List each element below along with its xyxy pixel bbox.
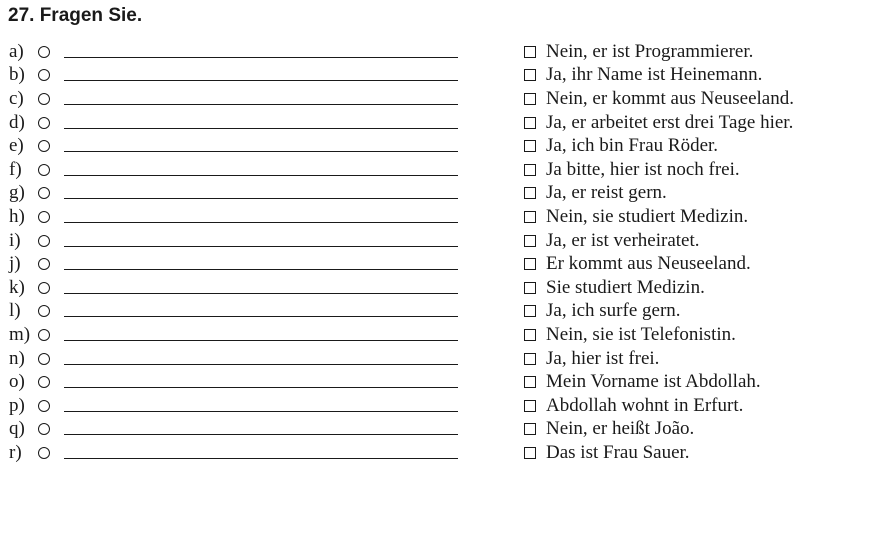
- answer-option: [524, 158, 892, 182]
- checkbox-icon[interactable]: [524, 164, 536, 176]
- row-label: c): [9, 87, 24, 109]
- answer-text: Ja bitte, hier ist noch frei.: [546, 158, 740, 180]
- answer-text: Nein, er ist Programmierer.: [546, 40, 754, 62]
- question-row-p: [9, 394, 469, 418]
- answer-option: [524, 182, 892, 206]
- row-label: b): [9, 64, 25, 86]
- row-label: q): [9, 418, 25, 440]
- circle-marker-icon[interactable]: [38, 400, 50, 412]
- answer-line[interactable]: [64, 400, 458, 412]
- answer-option: [524, 205, 892, 229]
- answer-option: [524, 134, 892, 158]
- row-label: a): [9, 40, 24, 62]
- circle-marker-icon[interactable]: [38, 69, 50, 81]
- row-label: g): [9, 182, 25, 204]
- answer-option: [524, 300, 892, 324]
- answer-option: [524, 347, 892, 371]
- checkbox-icon[interactable]: [524, 447, 536, 459]
- answer-option: [524, 441, 892, 465]
- question-row-d: [9, 111, 469, 135]
- answer-text: Abdollah wohnt in Erfurt.: [546, 394, 744, 416]
- row-label: f): [9, 158, 22, 180]
- circle-marker-icon[interactable]: [38, 305, 50, 317]
- checkbox-icon[interactable]: [524, 305, 536, 317]
- answer-options-list: [524, 40, 892, 465]
- checkbox-icon[interactable]: [524, 400, 536, 412]
- answer-line[interactable]: [64, 376, 458, 388]
- question-row-e: [9, 134, 469, 158]
- answer-text: Das ist Frau Sauer.: [546, 441, 690, 463]
- row-label: r): [9, 441, 22, 463]
- answer-option: [524, 323, 892, 347]
- answer-line[interactable]: [64, 117, 458, 129]
- answer-line[interactable]: [64, 211, 458, 223]
- circle-marker-icon[interactable]: [38, 117, 50, 129]
- question-list: [9, 40, 469, 465]
- checkbox-icon[interactable]: [524, 353, 536, 365]
- question-row-j: [9, 252, 469, 276]
- question-row-a: [9, 40, 469, 64]
- circle-marker-icon[interactable]: [38, 140, 50, 152]
- circle-marker-icon[interactable]: [38, 376, 50, 388]
- circle-marker-icon[interactable]: [38, 187, 50, 199]
- answer-line[interactable]: [64, 235, 458, 247]
- answer-line[interactable]: [64, 140, 458, 152]
- row-label: j): [9, 253, 21, 275]
- answer-text: Nein, er kommt aus Neuseeland.: [546, 87, 794, 109]
- answer-text: Ja, ich bin Frau Röder.: [546, 135, 719, 157]
- answer-text: Nein, er heißt João.: [546, 418, 695, 440]
- checkbox-icon[interactable]: [524, 69, 536, 81]
- answer-option: [524, 370, 892, 394]
- answer-option: [524, 87, 892, 111]
- answer-option: [524, 111, 892, 135]
- question-row-h: [9, 205, 469, 229]
- question-row-c: [9, 87, 469, 111]
- answer-text: Mein Vorname ist Abdollah.: [546, 371, 761, 393]
- answer-line[interactable]: [64, 282, 458, 294]
- row-label: l): [9, 300, 21, 322]
- answer-line[interactable]: [64, 353, 458, 365]
- answer-option: [524, 394, 892, 418]
- checkbox-icon[interactable]: [524, 329, 536, 341]
- answer-line[interactable]: [64, 305, 458, 317]
- circle-marker-icon[interactable]: [38, 164, 50, 176]
- answer-line[interactable]: [64, 93, 458, 105]
- question-row-i: [9, 229, 469, 253]
- question-row-n: [9, 347, 469, 371]
- question-row-o: [9, 370, 469, 394]
- question-row-m: [9, 323, 469, 347]
- row-label: d): [9, 111, 25, 133]
- circle-marker-icon[interactable]: [38, 211, 50, 223]
- checkbox-icon[interactable]: [524, 376, 536, 388]
- answer-line[interactable]: [64, 46, 458, 58]
- circle-marker-icon[interactable]: [38, 329, 50, 341]
- answer-option: [524, 276, 892, 300]
- answer-option: [524, 229, 892, 253]
- question-row-r: [9, 441, 469, 465]
- answer-text: Er kommt aus Neuseeland.: [546, 253, 751, 275]
- question-row-k: [9, 276, 469, 300]
- circle-marker-icon[interactable]: [38, 423, 50, 435]
- answer-text: Sie studiert Medizin.: [546, 276, 705, 298]
- answer-text: Ja, er ist verheiratet.: [546, 229, 700, 251]
- answer-option: [524, 252, 892, 276]
- answer-line[interactable]: [64, 258, 458, 270]
- checkbox-icon[interactable]: [524, 235, 536, 247]
- answer-option: [524, 40, 892, 64]
- checkbox-icon[interactable]: [524, 187, 536, 199]
- answer-line[interactable]: [64, 329, 458, 341]
- checkbox-icon[interactable]: [524, 423, 536, 435]
- circle-marker-icon[interactable]: [38, 353, 50, 365]
- checkbox-icon[interactable]: [524, 117, 536, 129]
- answer-line[interactable]: [64, 447, 458, 459]
- answer-text: Ja, ich surfe gern.: [546, 300, 681, 322]
- row-label: p): [9, 394, 25, 416]
- answer-line[interactable]: [64, 423, 458, 435]
- exercise-title: 27. Fragen Sie.: [8, 5, 143, 26]
- circle-marker-icon[interactable]: [38, 93, 50, 105]
- answer-option: [524, 64, 892, 88]
- checkbox-icon[interactable]: [524, 258, 536, 270]
- row-label: n): [9, 347, 25, 369]
- circle-marker-icon[interactable]: [38, 258, 50, 270]
- answer-text: Ja, ihr Name ist Heinemann.: [546, 64, 763, 86]
- answer-line[interactable]: [64, 187, 458, 199]
- row-label: e): [9, 135, 24, 157]
- circle-marker-icon[interactable]: [38, 282, 50, 294]
- row-label: k): [9, 276, 25, 298]
- question-row-b: [9, 64, 469, 88]
- answer-text: Nein, sie ist Telefonistin.: [546, 323, 736, 345]
- row-label: h): [9, 205, 25, 227]
- question-row-f: [9, 158, 469, 182]
- checkbox-icon[interactable]: [524, 211, 536, 223]
- answer-line[interactable]: [64, 164, 458, 176]
- checkbox-icon[interactable]: [524, 282, 536, 294]
- checkbox-icon[interactable]: [524, 140, 536, 152]
- question-row-g: [9, 182, 469, 206]
- row-label: o): [9, 371, 25, 393]
- circle-marker-icon[interactable]: [38, 235, 50, 247]
- circle-marker-icon[interactable]: [38, 46, 50, 58]
- row-label: m): [9, 323, 31, 345]
- row-label: i): [9, 229, 21, 251]
- answer-text: Ja, hier ist frei.: [546, 347, 660, 369]
- answer-text: Ja, er reist gern.: [546, 182, 667, 204]
- checkbox-icon[interactable]: [524, 46, 536, 58]
- answer-option: [524, 418, 892, 442]
- answer-line[interactable]: [64, 69, 458, 81]
- answer-text: Ja, er arbeitet erst drei Tage hier.: [546, 111, 794, 133]
- checkbox-icon[interactable]: [524, 93, 536, 105]
- question-row-q: [9, 418, 469, 442]
- answer-text: Nein, sie studiert Medizin.: [546, 205, 749, 227]
- circle-marker-icon[interactable]: [38, 447, 50, 459]
- question-row-l: [9, 300, 469, 324]
